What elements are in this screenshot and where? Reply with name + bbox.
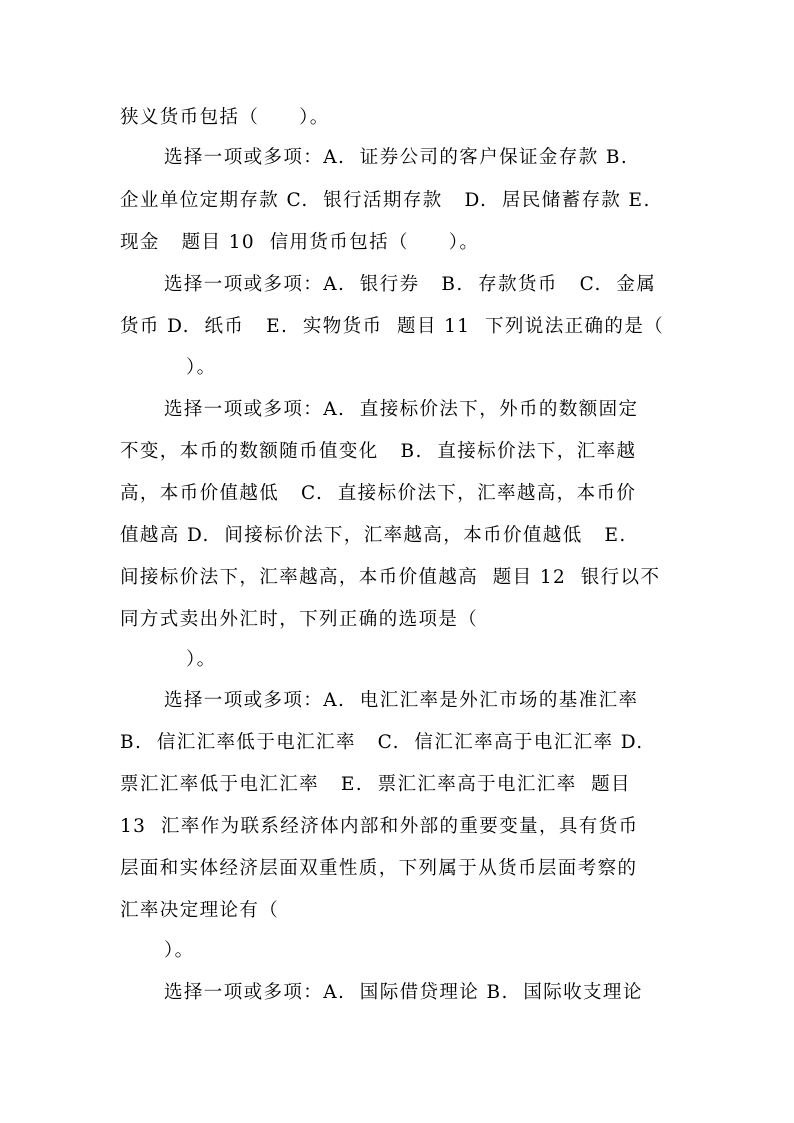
text-line-1: 狭义货币包括（ ）。 [120,107,330,128]
text-line-14: ）。 [186,649,217,670]
text-line-13: 同方式卖出外汇时，下列正确的选项是（ [120,609,479,630]
text-line-3: 企业单位定期存款 C. 银行活期存款 D. 居民储蓄存款 E. [120,190,651,211]
text-line-20: 汇率决定理论有（ [120,900,280,921]
text-line-17: 票汇汇率低于电汇汇率 E. 票汇汇率高于电汇汇率 题目 [120,774,631,795]
text-line-22: 选择一项或多项：A. 国际借贷理论 B. 国际收支理论 [164,982,643,1003]
text-line-7: ）。 [186,357,217,378]
text-line-18: 13 汇率作为联系经济体内部和外部的重要变量，具有货币 [120,816,639,837]
text-line-2: 选择一项或多项：A. 证券公司的客户保证金存款 B. [164,147,629,168]
text-line-19: 层面和实体经济层面双重性质，下列属于从货币层面考察的 [120,858,638,879]
text-line-8: 选择一项或多项：A. 直接标价法下，外币的数额固定 [164,399,639,420]
text-line-6: 货币 D. 纸币 E. 实物货币 题目 11 下列说法正确的是（ [120,316,665,337]
text-line-5: 选择一项或多项：A. 银行券 B. 存款货币 C. 金属 [164,274,657,295]
text-line-9: 不变，本币的数额随币值变化 B. 直接标价法下，汇率越 [120,441,637,462]
text-line-10: 高，本币价值越低 C. 直接标价法下，汇率越高，本币价 [120,483,637,504]
text-line-21: ）。 [164,940,195,961]
text-line-4: 现金 题目 10 信用货币包括（ ）。 [120,232,480,253]
text-line-11: 值越高 D. 间接标价法下，汇率越高，本币价值越低 E. [120,525,627,546]
text-line-16: B. 信汇汇率低于电汇汇率 C. 信汇汇率高于电汇汇率 D. [120,732,644,753]
text-line-15: 选择一项或多项：A. 电汇汇率是外汇市场的基准汇率 [164,690,639,711]
text-line-12: 间接标价法下，汇率越高，本币价值越高 题目 12 银行以不 [120,567,661,588]
